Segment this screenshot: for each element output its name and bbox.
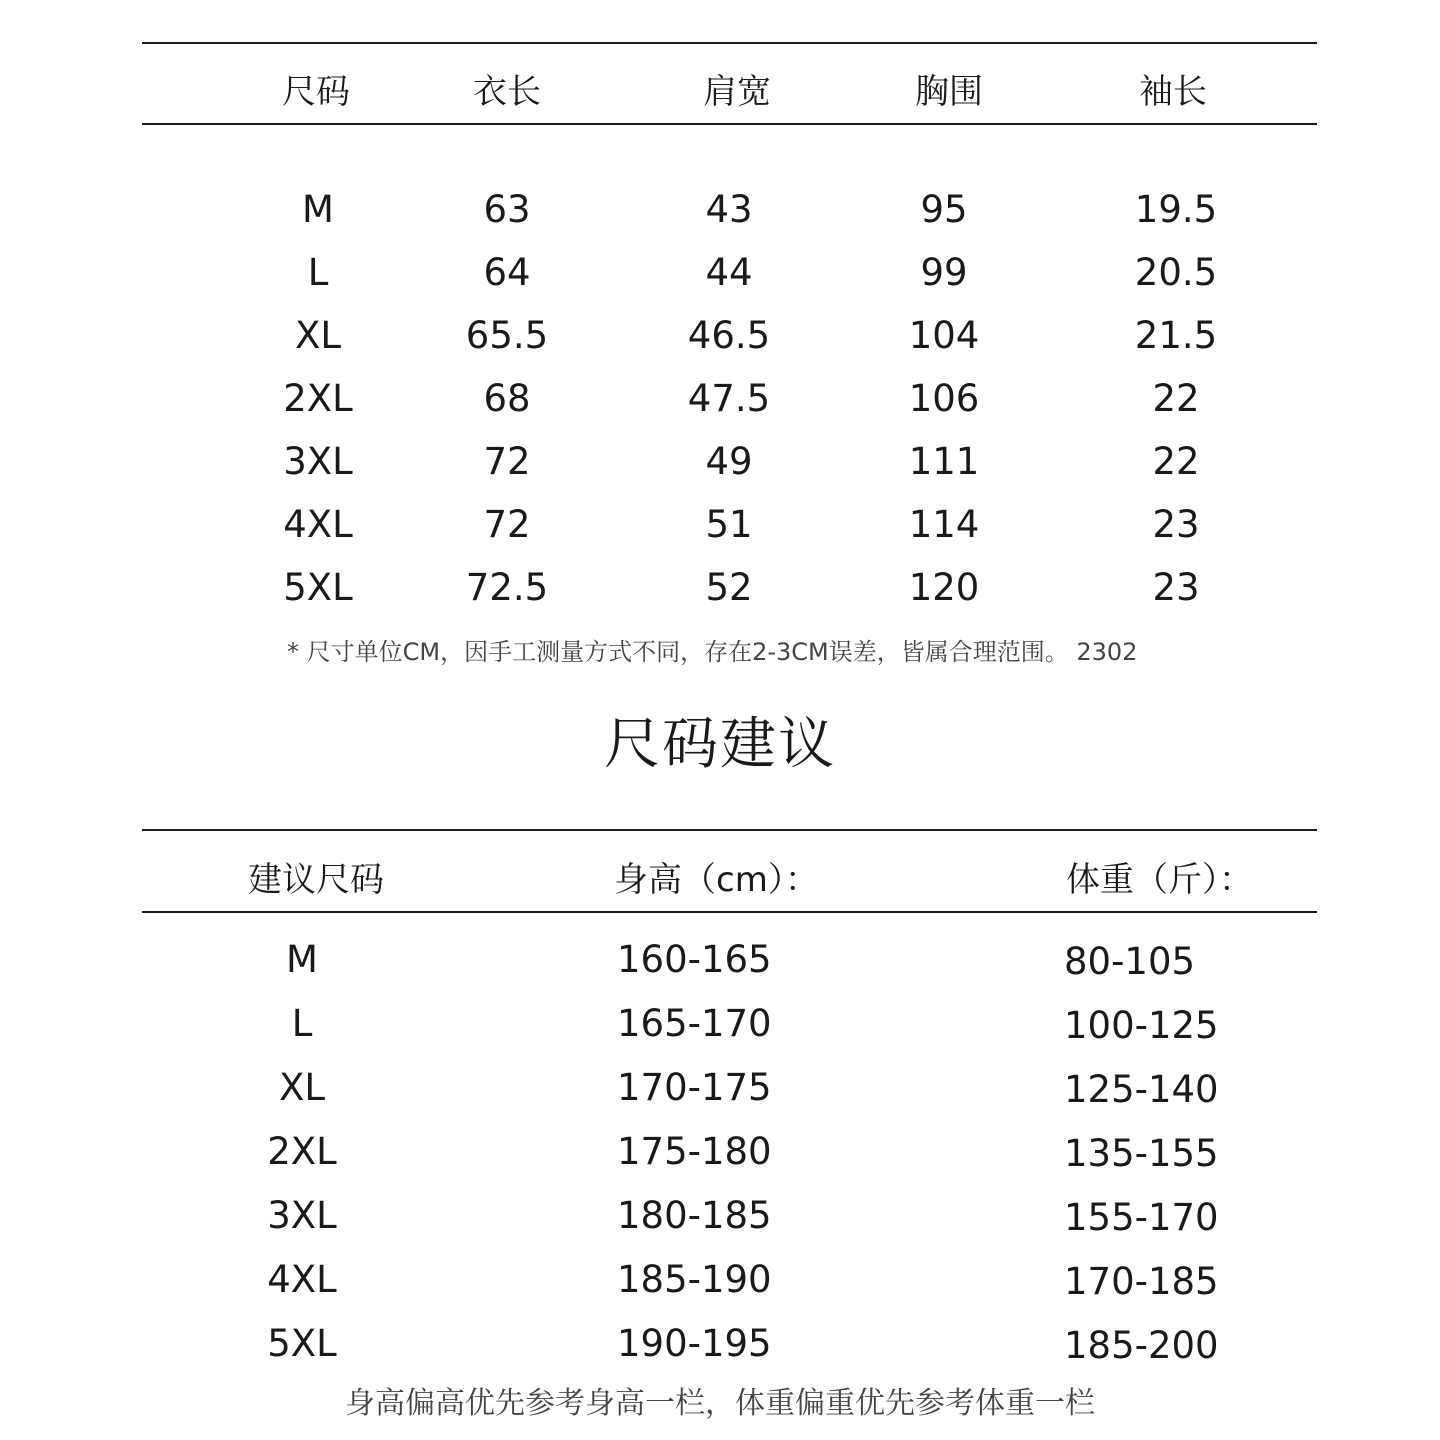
size-cell-size: 4XL: [283, 503, 353, 546]
recommend-cell-height: 165-170: [617, 1002, 772, 1045]
recommend-cell-size: 5XL: [267, 1322, 337, 1365]
size-cell-chest: 104: [908, 314, 980, 357]
size-cell-size: XL: [295, 314, 341, 357]
size-cell-sleeve: 23: [1152, 503, 1200, 546]
recommend-cell-weight: 125-140: [1064, 1068, 1219, 1111]
size-cell-sleeve: 23: [1152, 566, 1200, 609]
size-table-top-rule: [142, 42, 1317, 44]
size-cell-chest: 114: [908, 503, 980, 546]
size-cell-size: M: [302, 188, 334, 231]
recommend-title: 尺码建议: [604, 712, 836, 777]
size-cell-chest: 106: [908, 377, 980, 420]
size-cell-length: 68: [483, 377, 531, 420]
size-cell-sleeve: 21.5: [1134, 314, 1218, 357]
size-cell-length: 65.5: [465, 314, 549, 357]
size-cell-length: 64: [483, 251, 531, 294]
size-cell-sleeve: 22: [1152, 440, 1200, 483]
recommend-header-weight: 体重（斤）：: [1066, 860, 1253, 900]
recommend-cell-height: 175-180: [617, 1130, 772, 1173]
size-cell-shoulder: 47.5: [687, 377, 771, 420]
recommend-header-height: 身高（cm）：: [614, 860, 819, 900]
size-cell-chest: 95: [920, 188, 968, 231]
recommend-cell-size: 4XL: [267, 1258, 337, 1301]
recommend-cell-height: 180-185: [617, 1194, 772, 1237]
size-header-length: 衣长: [473, 72, 541, 112]
size-cell-size: L: [307, 251, 329, 294]
recommend-cell-height: 185-190: [617, 1258, 772, 1301]
size-header-size: 尺码: [282, 72, 350, 112]
recommend-cell-height: 170-175: [617, 1066, 772, 1109]
recommend-cell-size: 2XL: [267, 1130, 337, 1173]
size-cell-shoulder: 44: [705, 251, 753, 294]
size-cell-shoulder: 51: [705, 503, 753, 546]
recommend-cell-weight: 135-155: [1064, 1132, 1219, 1175]
recommend-cell-weight: 80-105: [1064, 940, 1196, 983]
measurement-note: * 尺寸单位CM，因手工测量方式不同，存在2-3CM误差，皆属合理范围。 2302: [287, 638, 1138, 666]
size-header-chest: 胸围: [915, 72, 983, 112]
size-cell-size: 3XL: [283, 440, 353, 483]
recommend-cell-weight: 155-170: [1064, 1196, 1219, 1239]
size-cell-chest: 120: [908, 566, 980, 609]
recommend-cell-weight: 170-185: [1064, 1260, 1219, 1303]
size-cell-sleeve: 22: [1152, 377, 1200, 420]
size-cell-length: 72: [483, 503, 531, 546]
size-cell-chest: 111: [908, 440, 980, 483]
recommend-cell-size: 3XL: [267, 1194, 337, 1237]
size-cell-length: 72.5: [465, 566, 549, 609]
size-cell-shoulder: 52: [705, 566, 753, 609]
recommend-cell-height: 160-165: [617, 938, 772, 981]
size-header-shoulder: 肩宽: [703, 72, 771, 112]
size-cell-length: 72: [483, 440, 531, 483]
recommend-top-rule: [142, 829, 1317, 831]
size-cell-shoulder: 43: [705, 188, 753, 231]
recommend-cell-size: XL: [279, 1066, 325, 1109]
recommend-cell-weight: 100-125: [1064, 1004, 1219, 1047]
recommend-header-rule: [142, 911, 1317, 913]
size-header-sleeve: 袖长: [1139, 72, 1207, 112]
recommend-cell-size: L: [291, 1002, 313, 1045]
size-cell-shoulder: 46.5: [687, 314, 771, 357]
recommend-cell-weight: 185-200: [1064, 1324, 1219, 1367]
size-cell-sleeve: 20.5: [1134, 251, 1218, 294]
size-table-header-rule: [142, 123, 1317, 125]
size-cell-shoulder: 49: [705, 440, 753, 483]
size-cell-chest: 99: [920, 251, 968, 294]
recommend-header-size: 建议尺码: [248, 860, 384, 900]
size-cell-size: 2XL: [283, 377, 353, 420]
recommend-footer-note: 身高偏高优先参考身高一栏，体重偏重优先参考体重一栏: [345, 1386, 1095, 1421]
size-cell-sleeve: 19.5: [1134, 188, 1218, 231]
size-cell-size: 5XL: [283, 566, 353, 609]
recommend-cell-size: M: [286, 938, 318, 981]
size-cell-length: 63: [483, 188, 531, 231]
recommend-cell-height: 190-195: [617, 1322, 772, 1365]
